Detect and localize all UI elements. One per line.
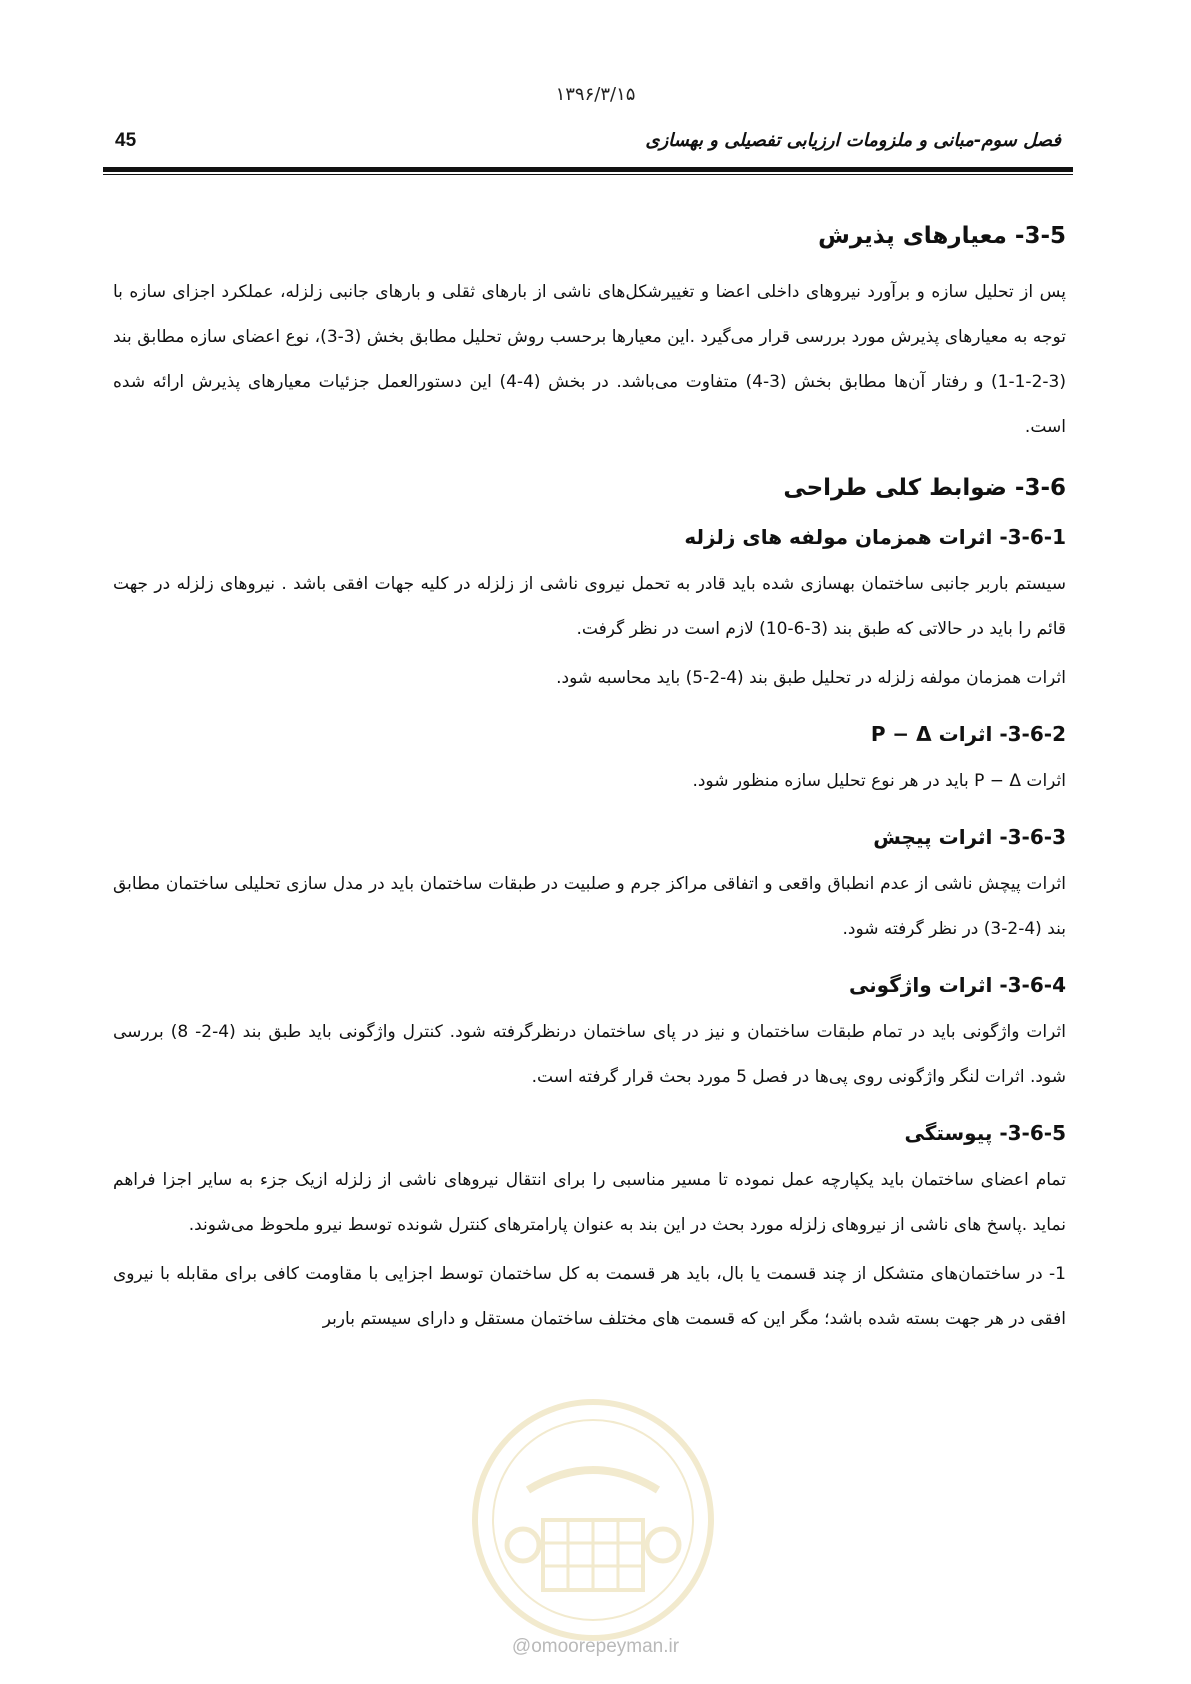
subsection-heading-torsion: 3-6-3- اثرات پیچش <box>873 824 1066 849</box>
paragraph: اثرات واژگونی باید در تمام طبقات ساختمان و نیز در پای ساختمان درنظرگرفته شود. کنترل واژگونی باید طبق بند (4-2- 8) بررسی شود. اثرات لنگر واژگونی روی پی‌ها در فصل 5 مورد بحث قرار گرفته است. <box>113 1021 1066 1087</box>
page-number: 45 <box>115 130 137 151</box>
paragraph: اثرات همزمان مولفه زلزله در تحلیل طبق بند (4-2-5) باید محاسبه شود. <box>556 667 1066 688</box>
paragraph: 1- در ساختمان‌های متشکل از چند قسمت یا بال، باید هر قسمت به کل ساختمان توسط اجزایی با مقاومت کافی برای مقابله با نیروی افقی در هر جهت بسته شده باشد؛ مگر این که قسمت های مختلف ساختمان مستقل و دارای سیستم باربر <box>113 1263 1066 1329</box>
chapter-title: فصل سوم-مبانی و ملزومات ارزیابی تفصیلی و بهسازی <box>645 130 1061 151</box>
paragraph: تمام اعضای ساختمان باید یکپارچه عمل نموده تا مسیر مناسبی را برای انتقال نیروهای ناشی از زلزله ازیک جزء به سایر اجزا فراهم نماید .پاسخ های ناشی از نیروهای زلزله مورد بحث در این بند به عنوان پارامترهای کنترل شونده توسط نیرو ملحوظ می‌شوند. <box>113 1169 1066 1235</box>
paragraph: اثرات P − Δ باید در هر نوع تحلیل سازه منظور شود. <box>692 770 1066 791</box>
watermark-seal-icon <box>468 1395 718 1645</box>
paragraph: اثرات پیچش ناشی از عدم انطباق واقعی و اتفاقی مراکز جرم و صلبیت در طبقات ساختمان باید در مدل سازی تحلیلی ساختمان مطابق بند (4-2-3) در نظر گرفته شود. <box>113 873 1066 939</box>
header-rule-thin <box>103 174 1073 175</box>
body-content <box>113 200 1066 1346</box>
subsection-heading-p-delta: 3-6-2- اثرات P − Δ <box>870 721 1066 746</box>
page-date: ۱۳۹۶/۳/۱۵ <box>555 84 636 105</box>
running-header <box>103 128 1073 162</box>
subsection-heading-simultaneous-components: 3-6-1- اثرات همزمان مولفه های زلزله <box>684 524 1066 549</box>
section-heading-acceptance-criteria: 3-5- معیارهای پذیرش <box>818 223 1066 249</box>
section-heading-general-design: 3-6- ضوابط کلی طراحی <box>783 474 1066 501</box>
paragraph: سیستم باربر جانبی ساختمان بهسازی شده باید قادر به تحمل نیروی ناشی از زلزله در کلیه جهات افقی باشد . نیروهای زلزله در جهت قائم را باید در حالاتی که طبق بند (3-6-10) لازم است در نظر گرفت. <box>113 573 1066 639</box>
header-rule-thick <box>103 167 1073 172</box>
paragraph: پس از تحلیل سازه و برآورد نیروهای داخلی اعضا و تغییرشکل‌های ناشی از بارهای ثقلی و بارهای جانبی زلزله، عملکرد اجزای سازه با توجه به معیارهای پذیرش مورد بررسی قرار می‌گیرد .این معیارها برحسب روش تحلیل مطابق بخش (3-3)، نوع اعضای سازه مطابق بند (3-2-1-1) و رفتار آن‌ها مطابق بخش (3-4) متفاوت می‌باشد. در بخش (4-4) این دستورالعمل جزئیات معیارهای پذیرش ارائه شده است. <box>113 281 1066 437</box>
watermark-text: @omoorepeyman.ir <box>511 1636 680 1657</box>
subsection-heading-overturning: 3-6-4- اثرات واژگونی <box>848 972 1066 997</box>
subsection-heading-continuity: 3-6-5- پیوستگی <box>904 1120 1066 1145</box>
